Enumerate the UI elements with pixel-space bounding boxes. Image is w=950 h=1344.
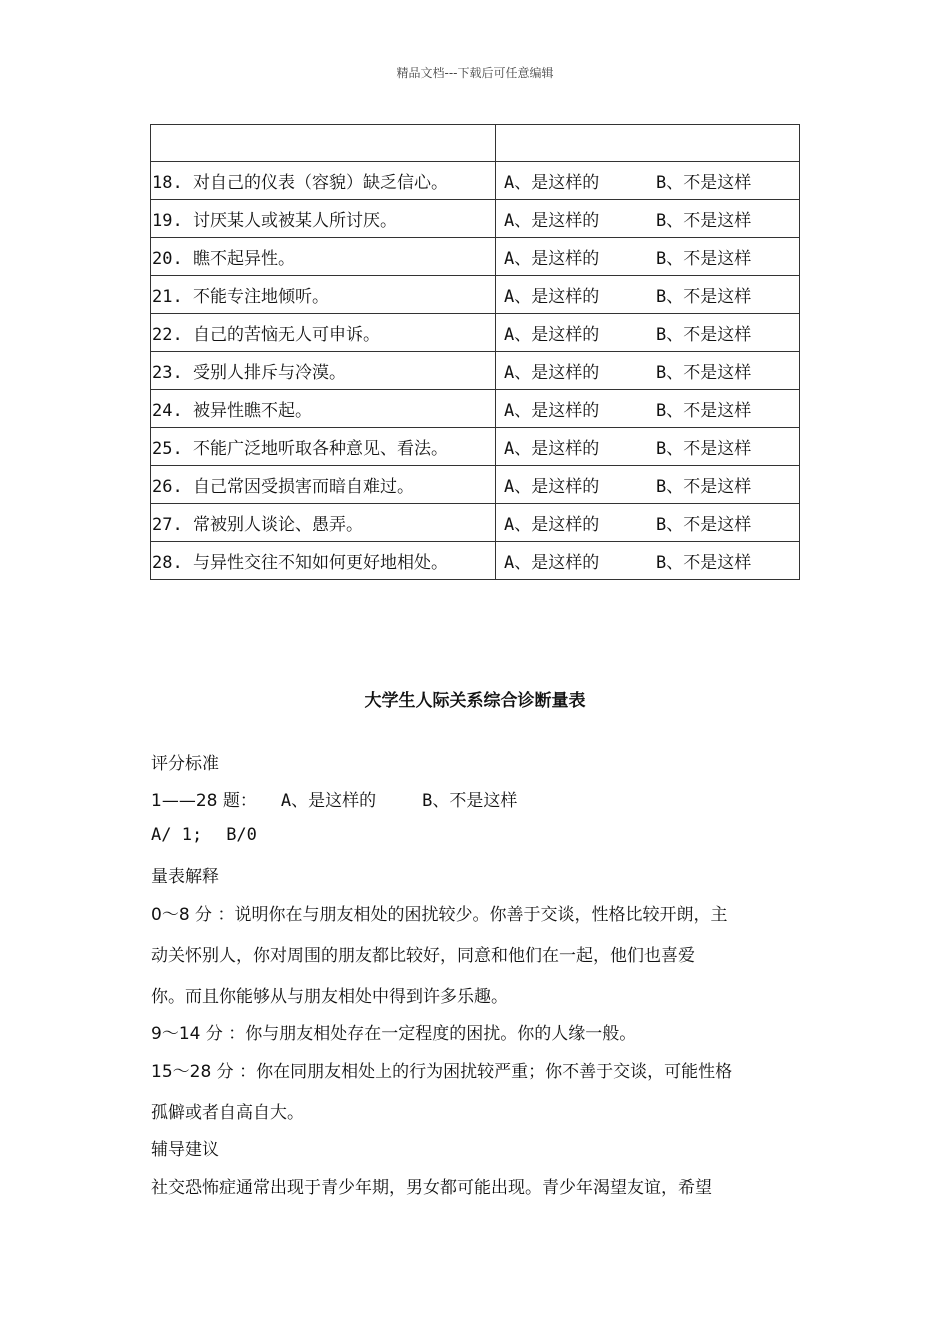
question-cell: 18. 对自己的仪表（容貌）缺乏信心。 xyxy=(151,162,496,200)
option-a: A、是这样的 xyxy=(504,439,600,459)
interpretation-heading: 量表解释 xyxy=(151,867,219,887)
question-cell: 23. 受别人排斥与冷漠。 xyxy=(151,352,496,390)
scoring-rule xyxy=(151,786,517,811)
interpretation-high-line-2: 孤僻或者自高自大。 xyxy=(151,1103,304,1123)
question-cell: 26. 自己常因受损害而暗自难过。 xyxy=(151,466,496,504)
table-row xyxy=(151,314,800,352)
option-b: B、不是这样 xyxy=(656,287,752,307)
options-cell xyxy=(496,466,800,504)
option-a: A、是这样的 xyxy=(504,211,600,231)
options-cell xyxy=(496,504,800,542)
question-cell: 27. 常被别人谈论、愚弄。 xyxy=(151,504,496,542)
scale-title: 大学生人际关系综合诊断量表 xyxy=(364,691,586,711)
score-b: B/0 xyxy=(226,825,257,845)
options-cell xyxy=(496,428,800,466)
interpretation-mid: 9～14 分 ：你与朋友相处存在一定程度的困扰。你的人缘一般。 xyxy=(151,1024,637,1044)
question-cell: 25. 不能广泛地听取各种意见、看法。 xyxy=(151,428,496,466)
page-header: 精品文档---下载后可任意编辑 xyxy=(396,66,554,80)
option-a: A、是这样的 xyxy=(504,477,600,497)
table-row-blank xyxy=(151,125,800,162)
blank-cell xyxy=(496,125,800,162)
options-cell xyxy=(496,238,800,276)
option-a: A、是这样的 xyxy=(504,249,600,269)
questionnaire-table xyxy=(150,124,800,580)
option-b: B、不是这样 xyxy=(656,325,752,345)
scoring-option-a: A、是这样的 xyxy=(280,791,377,811)
interpretation-low-line-3: 你。而且你能够从与朋友相处中得到许多乐趣。 xyxy=(151,987,508,1007)
option-b: B、不是这样 xyxy=(656,477,752,497)
option-a: A、是这样的 xyxy=(504,553,600,573)
options-cell xyxy=(496,314,800,352)
table-row xyxy=(151,390,800,428)
options-cell xyxy=(496,390,800,428)
option-a: A、是这样的 xyxy=(504,325,600,345)
score-values xyxy=(151,825,257,845)
question-cell: 24. 被异性瞧不起。 xyxy=(151,390,496,428)
option-b: B、不是这样 xyxy=(656,401,752,421)
option-b: B、不是这样 xyxy=(656,363,752,383)
options-cell xyxy=(496,276,800,314)
option-a: A、是这样的 xyxy=(504,401,600,421)
blank-cell xyxy=(151,125,496,162)
interpretation-low-line-2: 动关怀别人，你对周围的朋友都比较好，同意和他们在一起，他们也喜爱 xyxy=(151,946,695,966)
question-cell: 19. 讨厌某人或被某人所讨厌。 xyxy=(151,200,496,238)
scoring-heading: 评分标准 xyxy=(151,754,219,774)
table-row xyxy=(151,162,800,200)
scoring-range: 1——28 题： xyxy=(151,791,257,811)
option-b: B、不是这样 xyxy=(656,173,752,193)
option-b: B、不是这样 xyxy=(656,439,752,459)
advice-heading: 辅导建议 xyxy=(151,1140,219,1160)
option-b: B、不是这样 xyxy=(656,249,752,269)
table-row xyxy=(151,238,800,276)
options-cell xyxy=(496,352,800,390)
table-row xyxy=(151,428,800,466)
table-row xyxy=(151,200,800,238)
table-row xyxy=(151,542,800,580)
option-b: B、不是这样 xyxy=(656,515,752,535)
interpretation-low-line-1: 0～8 分 ：说明你在与朋友相处的困扰较少。你善于交谈，性格比较开朗，主 xyxy=(151,905,728,925)
options-cell xyxy=(496,542,800,580)
question-cell: 28. 与异性交往不知如何更好地相处。 xyxy=(151,542,496,580)
interpretation-high-line-1: 15～28 分 ：你在同朋友相处上的行为困扰较严重；你不善于交谈，可能性格 xyxy=(151,1062,733,1082)
option-b: B、不是这样 xyxy=(656,553,752,573)
option-a: A、是这样的 xyxy=(504,173,600,193)
option-a: A、是这样的 xyxy=(504,363,600,383)
question-cell: 21. 不能专注地倾听。 xyxy=(151,276,496,314)
table-row xyxy=(151,352,800,390)
question-cell: 22. 自己的苦恼无人可申诉。 xyxy=(151,314,496,352)
advice-line-1: 社交恐怖症通常出现于青少年期，男女都可能出现。青少年渴望友谊，希望 xyxy=(151,1178,712,1198)
scoring-option-b: B、不是这样 xyxy=(422,791,518,811)
table-row xyxy=(151,466,800,504)
options-cell xyxy=(496,162,800,200)
score-a: A/ 1; xyxy=(151,825,203,845)
option-a: A、是这样的 xyxy=(504,287,600,307)
table-row xyxy=(151,504,800,542)
option-b: B、不是这样 xyxy=(656,211,752,231)
table-row xyxy=(151,276,800,314)
option-a: A、是这样的 xyxy=(504,515,600,535)
options-cell xyxy=(496,200,800,238)
question-cell: 20. 瞧不起异性。 xyxy=(151,238,496,276)
